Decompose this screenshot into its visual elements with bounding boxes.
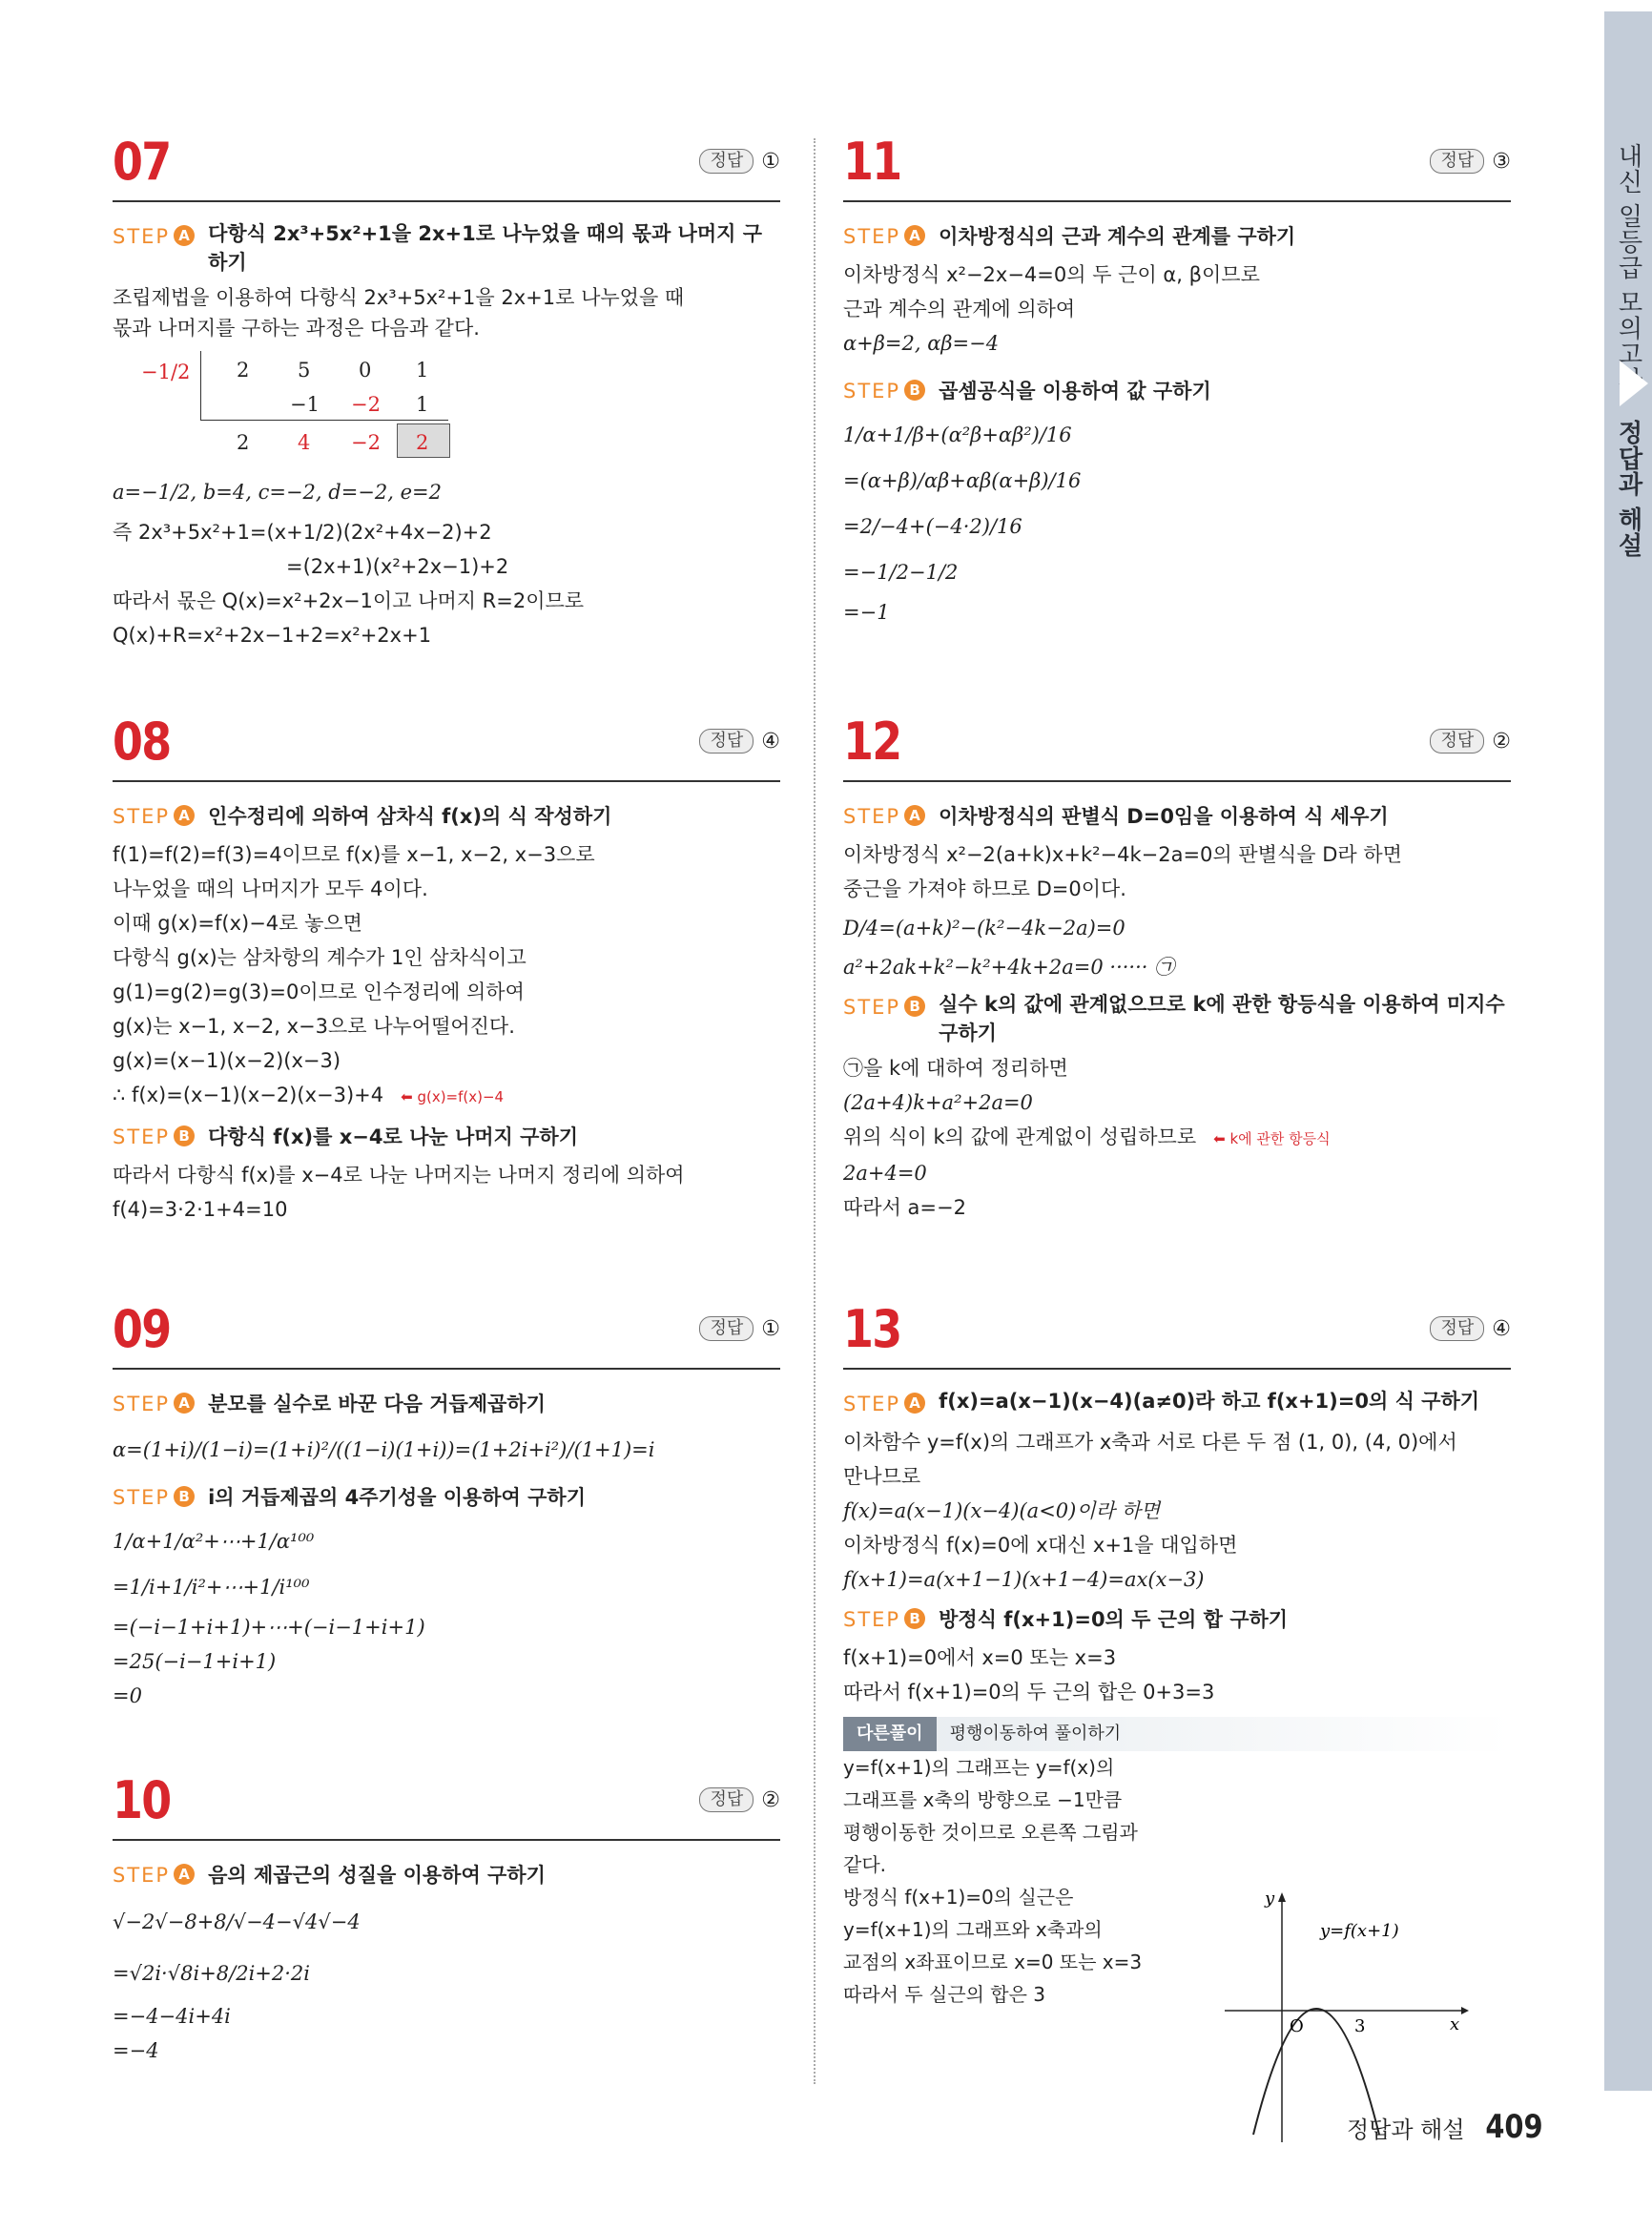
problem-number: 11 [843, 132, 901, 192]
step-letter-icon: B [904, 380, 925, 401]
y-axis-label: y [1265, 1889, 1275, 1909]
text-line: 이차함수 y=f(x)의 그래프가 x축과 서로 다른 두 점 (1, 0), (4, 0)에서 [843, 1431, 1457, 1454]
division-cell: 2 [237, 359, 250, 382]
page-footer [1347, 2108, 1548, 2146]
parabola-graph [1225, 1887, 1473, 2144]
problem-number: 08 [113, 712, 171, 772]
answer-label [699, 729, 780, 754]
math-line: 1/α+1/α²+⋯+1/α¹⁰⁰ [113, 1530, 315, 1553]
math-line: g(x)=(x−1)(x−2)(x−3) [113, 1049, 341, 1072]
division-cell: 5 [298, 359, 311, 382]
problem-number: 07 [113, 132, 171, 192]
division-hbar [200, 420, 448, 421]
header-rule [113, 780, 780, 782]
text-line: 이차방정식 x²−2(a+k)x+k²−4k−2a=0의 판별식을 D라 하면 [843, 843, 1402, 866]
header-rule [843, 200, 1511, 202]
step-a [843, 799, 1511, 834]
text-line: 방정식 f(x+1)=0의 실근은 [843, 1886, 1074, 1909]
answer-label [1430, 729, 1511, 754]
step-title: 인수정리에 의하여 삼차식 f(x)의 식 작성하기 [208, 805, 612, 828]
math-line: =2/−4+(−4·2)/16 [843, 515, 1022, 538]
text-line: 평행이동한 것이므로 오른쪽 그림과 [843, 1821, 1138, 1844]
division-cell: −1 [290, 393, 320, 416]
step-a [843, 219, 1511, 254]
header-rule [113, 200, 780, 202]
y-axis-arrow [1278, 1892, 1286, 1902]
header-rule [113, 1839, 780, 1841]
text-line: g(x)는 x−1, x−2, x−3으로 나누어떨어진다. [113, 1015, 515, 1038]
text-line: 조립제법을 이용하여 다항식 2x³+5x²+1을 2x+1로 나누었을 때 [113, 286, 685, 309]
math-line: (2a+4)k+a²+2a=0 [843, 1091, 1033, 1114]
math-line: =(α+β)/αβ+αβ(α+β)/16 [843, 469, 1082, 492]
math-line: =−4−4i+4i [113, 2005, 231, 2028]
math-line: √−2√−8+8/√−4−√4√−4 [113, 1910, 361, 1933]
text-line: 따라서 몫은 Q(x)=x²+2x−1이고 나머지 R=2이므로 [113, 589, 585, 612]
math-line: Q(x)+R=x²+2x−1+2=x²+2x+1 [113, 624, 432, 647]
answer-badge: 정답 [699, 729, 754, 754]
math-line: α=(1+i)/(1−i)=(1+i)²/((1−i)(1+i))=(1+2i+i²)/(1+1)=i [113, 1438, 655, 1461]
math-line: =(−i−1+i+1)+⋯+(−i−1+i+1) [113, 1616, 425, 1639]
text-line: 위의 식이 k의 값에 관계없이 성립하므로 [843, 1125, 1197, 1148]
header-rule [843, 780, 1511, 782]
step-keyword: STEP [843, 1393, 901, 1415]
step-letter-icon: A [174, 805, 195, 826]
answer-badge: 정답 [1430, 149, 1484, 174]
answer-label [699, 1787, 780, 1812]
text-line: 몫과 나머지를 구하는 과정은 다음과 같다. [113, 317, 480, 340]
answer-badge: 정답 [699, 149, 754, 174]
step-title: 이차방정식의 근과 계수의 관계를 구하기 [939, 225, 1296, 248]
step-keyword: STEP [113, 805, 171, 828]
math-line: =0 [113, 1684, 142, 1707]
division-divisor: −1/2 [141, 361, 191, 383]
math-line: 2a+4=0 [843, 1162, 927, 1185]
solution-body [843, 1381, 1511, 2036]
math-line: α+β=2, αβ=−4 [843, 332, 1000, 355]
x-axis-label: x [1450, 2014, 1460, 2034]
step-title: 실수 k의 값에 관계없으므로 k에 관한 항등식을 이용하여 미지수 구하기 [939, 993, 1505, 1044]
alternative-solution-text [843, 1751, 1187, 2011]
problem-11 [843, 134, 1511, 668]
step-letter-icon: A [904, 805, 925, 826]
text-line: 중근을 가져야 하므로 D=0이다. [843, 878, 1126, 900]
answer-label [1430, 1316, 1511, 1341]
text-line: 그래프를 x축의 방향으로 −1만큼 [843, 1788, 1123, 1811]
step-a [113, 219, 780, 277]
problem-number: 13 [843, 1299, 901, 1359]
origin-label: O [1290, 2016, 1304, 2036]
step-b [113, 1120, 780, 1154]
step-keyword: STEP [843, 996, 901, 1019]
math-line: 즉 2x³+5x²+1=(x+1/2)(2x²+4x−2)+2 [113, 521, 492, 544]
sidebar-arrow-icon [1620, 361, 1648, 406]
step-title: 다항식 2x³+5x²+1을 2x+1로 나누었을 때의 몫과 나머지 구하기 [208, 222, 763, 274]
step-keyword: STEP [843, 1608, 901, 1631]
math-line: ∴ f(x)=(x−1)(x−2)(x−3)+4 [113, 1084, 384, 1106]
step-title: i의 거듭제곱의 4주기성을 이용하여 구하기 [208, 1486, 587, 1509]
text-line: 다항식 g(x)는 삼차항의 계수가 1인 삼차식이고 [113, 946, 527, 969]
header-rule [113, 1368, 780, 1370]
answer-choice: ② [761, 1787, 780, 1812]
text-line: ㉠을 k에 대하여 정리하면 [843, 1057, 1068, 1080]
step-letter-icon: A [174, 225, 195, 246]
math-line: f(4)=3·2·1+4=10 [113, 1198, 288, 1221]
step-title: 이차방정식의 판별식 D=0임을 이용하여 식 세우기 [939, 805, 1389, 828]
answer-choice: ④ [761, 729, 780, 754]
math-line: 1/α+1/β+(α²β+αβ²)/16 [843, 423, 1072, 446]
text-line: 만나므로 [843, 1465, 921, 1488]
step-a [113, 1858, 780, 1892]
text-line-with-note [843, 1120, 1511, 1156]
header-rule [843, 1368, 1511, 1370]
math-line: =1/i+1/i²+⋯+1/i¹⁰⁰ [113, 1576, 310, 1599]
math-line: =−1 [843, 601, 890, 624]
alternative-solution-tag: 다른풀이 [843, 1717, 937, 1751]
text-line: 나누었을 때의 나머지가 모두 4이다. [113, 878, 428, 900]
text-line: 따라서 a=−2 [843, 1196, 966, 1219]
step-keyword: STEP [113, 225, 171, 248]
answer-choice: ① [761, 149, 780, 174]
step-keyword: STEP [843, 380, 901, 403]
math-line: D/4=(a+k)²−(k²−4k−2a)=0 [843, 917, 1125, 939]
math-line: =(2x+1)(x²+2x−1)+2 [286, 555, 509, 578]
text-line: y=f(x+1)의 그래프와 x축과의 [843, 1918, 1103, 1941]
text-line: 이차방정식 f(x)=0에 x대신 x+1을 대입하면 [843, 1534, 1238, 1557]
step-a [113, 1387, 780, 1421]
answer-badge: 정답 [1430, 729, 1484, 754]
answer-choice: ③ [1492, 149, 1511, 174]
text-line: 이때 g(x)=f(x)−4로 놓으면 [113, 912, 362, 935]
text-line: 따라서 f(x+1)=0의 두 근의 합은 0+3=3 [843, 1681, 1215, 1703]
step-title: 분모를 실수로 바꾼 다음 거듭제곱하기 [208, 1393, 546, 1415]
math-line: =√2i·√8i+8/2i+2·2i [113, 1962, 311, 1985]
answer-badge: 정답 [699, 1787, 754, 1812]
text-line: 교점의 x좌표이므로 x=0 또는 x=3 [843, 1951, 1143, 1973]
step-letter-icon: B [904, 996, 925, 1017]
solution-body [843, 214, 1511, 630]
division-cell: 1 [416, 359, 429, 382]
step-title: 다항식 f(x)를 x−4로 나눈 나머지 구하기 [208, 1125, 578, 1148]
side-note: ⬅ g(x)=f(x)−4 [401, 1088, 505, 1105]
step-keyword: STEP [113, 1125, 171, 1148]
column-divider [814, 138, 816, 2084]
step-title: 음의 제곱근의 성질을 이용하여 구하기 [208, 1864, 546, 1887]
x-axis-arrow [1461, 2007, 1469, 2014]
alternative-solution-header [843, 1717, 1511, 1751]
step-letter-icon: B [174, 1125, 195, 1146]
text-line: 따라서 다항식 f(x)를 x−4로 나눈 나머지는 나머지 정리에 의하여 [113, 1164, 685, 1187]
step-b [843, 1602, 1511, 1637]
division-cell: −2 [351, 431, 381, 454]
text-line: 이차방정식 x²−2x−4=0의 두 근이 α, β이므로 [843, 263, 1260, 286]
step-keyword: STEP [113, 1393, 171, 1415]
answer-badge: 정답 [699, 1316, 754, 1341]
step-letter-icon: A [904, 1393, 925, 1414]
problem-number: 09 [113, 1299, 171, 1359]
division-cell: −2 [351, 393, 381, 416]
answer-label [1430, 149, 1511, 174]
problem-07 [113, 134, 780, 668]
solution-body [113, 794, 780, 1227]
curve-label: y=f(x+1) [1320, 1921, 1399, 1941]
answer-label [699, 1316, 780, 1341]
solution-body [113, 1381, 780, 1713]
step-keyword: STEP [843, 225, 901, 248]
division-cell: 4 [298, 431, 311, 454]
step-letter-icon: B [174, 1486, 195, 1507]
division-vbar [200, 351, 201, 420]
step-b [843, 990, 1511, 1047]
problem-13 [843, 1301, 1511, 2083]
solution-body [113, 214, 780, 652]
sidebar-series-title: 내신 일등급 모의고사 [1614, 143, 1642, 393]
text-line: y=f(x+1)의 그래프는 y=f(x)의 [843, 1756, 1115, 1779]
math-line: f(x)=a(x−1)(x−4)(a<0)이라 하면 [843, 1499, 1161, 1522]
text-line: f(x+1)=0에서 x=0 또는 x=3 [843, 1646, 1117, 1669]
step-title: f(x)=a(x−1)(x−4)(a≠0)라 하고 f(x+1)=0의 식 구하기 [939, 1390, 1480, 1413]
step-keyword: STEP [843, 805, 901, 828]
step-b [113, 1480, 780, 1515]
text-line: 따라서 두 실근의 합은 3 [843, 1983, 1046, 2006]
step-letter-icon: A [174, 1864, 195, 1885]
answer-choice: ② [1492, 729, 1511, 754]
step-letter-icon: B [904, 1608, 925, 1629]
alternative-solution-title: 평행이동하여 풀이하기 [949, 1724, 1122, 1744]
text-line: 근과 계수의 관계에 의하여 [843, 298, 1076, 320]
math-line: a=−1/2, b=4, c=−2, d=−2, e=2 [113, 481, 443, 504]
answer-badge: 정답 [1430, 1316, 1484, 1341]
math-line-with-note [113, 1078, 780, 1114]
text-line: f(1)=f(2)=f(3)=4이므로 f(x)를 x−1, x−2, x−3으로 [113, 843, 595, 866]
division-cell: 1 [416, 393, 429, 416]
problem-12 [843, 713, 1511, 1248]
sidebar-section-title: 정답과 해설 [1614, 420, 1642, 559]
answer-label [699, 149, 780, 174]
step-a [113, 799, 780, 834]
solution-body [113, 1852, 780, 2068]
root-label: 3 [1354, 2016, 1366, 2036]
step-b [843, 374, 1511, 408]
step-keyword: STEP [113, 1864, 171, 1887]
division-cell: 2 [237, 431, 250, 454]
solution-body [843, 794, 1511, 1225]
problem-09 [113, 1301, 780, 1740]
step-letter-icon: A [904, 225, 925, 246]
problem-08 [113, 713, 780, 1248]
division-cell: 0 [359, 359, 372, 382]
problem-number: 12 [843, 712, 901, 772]
answer-choice: ① [761, 1316, 780, 1341]
text-line: 같다. [843, 1853, 886, 1876]
problem-10 [113, 1772, 780, 2096]
math-line: =25(−i−1+i+1) [113, 1650, 277, 1673]
side-note: ⬅ k에 관한 항등식 [1213, 1130, 1331, 1147]
division-cell: 2 [416, 431, 429, 454]
footer-label: 정답과 해설 [1347, 2116, 1465, 2143]
step-title: 방정식 f(x+1)=0의 두 근의 합 구하기 [939, 1608, 1289, 1631]
step-a [843, 1387, 1511, 1421]
page-number: 409 [1484, 2108, 1543, 2146]
math-line: =−1/2−1/2 [843, 561, 959, 584]
answer-choice: ④ [1492, 1316, 1511, 1341]
math-line: a²+2ak+k²−k²+4k+2a=0 ······ ㉠ [843, 956, 1175, 979]
math-line: f(x+1)=a(x+1−1)(x+1−4)=ax(x−3) [843, 1568, 1205, 1591]
step-keyword: STEP [113, 1486, 171, 1509]
step-title: 곱셈공식을 이용하여 값 구하기 [939, 380, 1211, 403]
step-letter-icon: A [174, 1393, 195, 1414]
text-line: g(1)=g(2)=g(3)=0이므로 인수정리에 의하여 [113, 981, 525, 1003]
problem-number: 10 [113, 1770, 171, 1830]
math-line: =−4 [113, 2039, 159, 2062]
synthetic-division [113, 345, 780, 488]
